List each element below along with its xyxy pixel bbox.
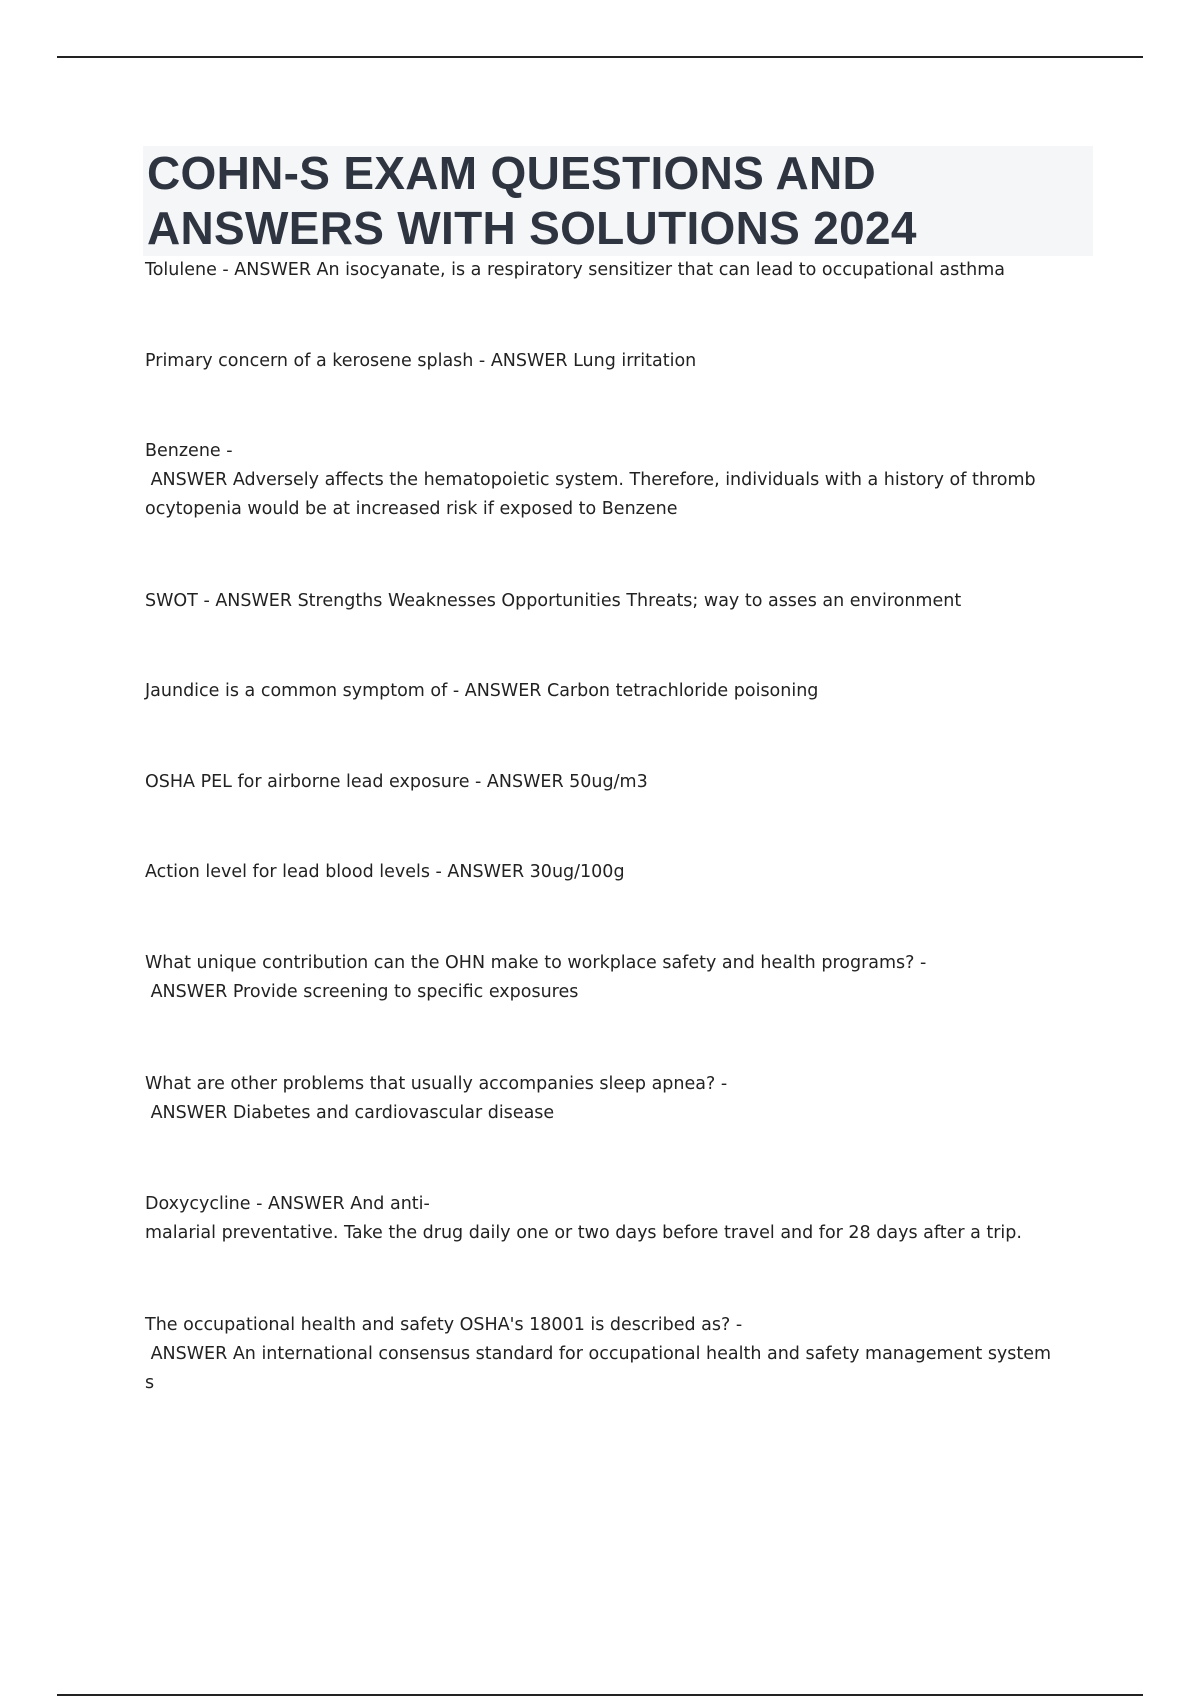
qa-line: Benzene -	[145, 441, 233, 461]
title-line-1: COHN-S EXAM QUESTIONS AND	[147, 147, 877, 199]
qa-line: SWOT - ANSWER Strengths Weaknesses Opportunities Threats; way to asses an environment	[145, 591, 962, 611]
qa-line: Primary concern of a kerosene splash - ANSWER Lung irritation	[145, 351, 697, 371]
qa-line: ANSWER Adversely affects the hematopoietic system. Therefore, individuals with a history of thromb	[145, 470, 1036, 490]
qa-item-ohn-contribution	[145, 949, 1095, 1007]
bottom-rule	[57, 1694, 1143, 1696]
document-title	[143, 146, 1093, 256]
qa-line: Action level for lead blood levels - ANSWER 30ug/100g	[145, 862, 625, 882]
qa-line: OSHA PEL for airborne lead exposure - ANSWER 50ug/m3	[145, 772, 648, 792]
top-rule	[57, 56, 1143, 58]
title-line-2: ANSWERS WITH SOLUTIONS 2024	[147, 202, 917, 254]
qa-line: s	[145, 1373, 155, 1393]
qa-item-osha-pel	[145, 768, 1095, 797]
qa-item-swot	[145, 587, 1095, 616]
qa-line: ANSWER Provide screening to specific exposures	[145, 982, 579, 1002]
qa-item-sleep-apnea	[145, 1070, 1095, 1128]
qa-line: malarial preventative. Take the drug daily one or two days before travel and for 28 days after a trip.	[145, 1223, 1022, 1243]
qa-item-tolulene	[145, 256, 1095, 285]
qa-line: What unique contribution can the OHN make to workplace safety and health programs? -	[145, 953, 927, 973]
qa-line: ocytopenia would be at increased risk if exposed to Benzene	[145, 499, 678, 519]
qa-item-jaundice	[145, 677, 1095, 706]
qa-line: The occupational health and safety OSHA's 18001 is described as? -	[145, 1315, 743, 1335]
qa-item-benzene	[145, 437, 1095, 524]
qa-line: Doxycycline - ANSWER And anti-	[145, 1194, 430, 1214]
qa-line: ANSWER Diabetes and cardiovascular disease	[145, 1103, 555, 1123]
qa-item-doxycycline	[145, 1190, 1095, 1248]
qa-line: Jaundice is a common symptom of - ANSWER Carbon tetrachloride poisoning	[145, 681, 819, 701]
qa-line: What are other problems that usually accompanies sleep apnea? -	[145, 1074, 728, 1094]
qa-item-osha-18001	[145, 1311, 1095, 1398]
qa-item-action-level	[145, 858, 1095, 887]
qa-line: ANSWER An international consensus standard for occupational health and safety management system	[145, 1344, 1052, 1364]
qa-item-kerosene	[145, 347, 1095, 376]
qa-line: Tolulene - ANSWER An isocyanate, is a respiratory sensitizer that can lead to occupational asthma	[145, 260, 1005, 280]
